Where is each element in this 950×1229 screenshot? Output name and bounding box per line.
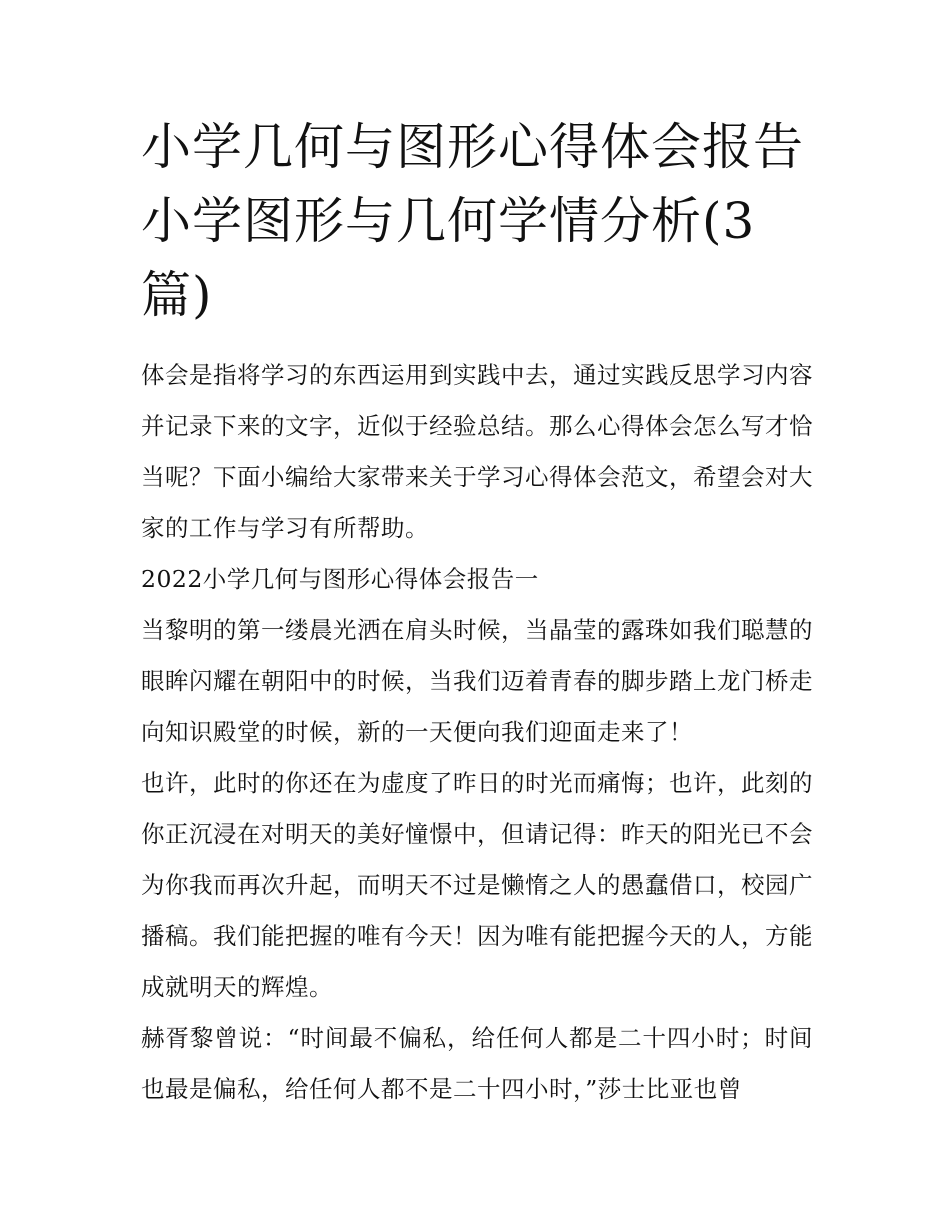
body-paragraph-1: 当黎明的第一缕晨光洒在肩头时候，当晶莹的露珠如我们聪慧的眼眸闪耀在朝阳中的时候，当我们迈着青春的脚步踏上龙门桥走向知识殿堂的时候，新的一天便向我们迎面走来了！ bbox=[141, 616, 813, 746]
document-body bbox=[141, 350, 813, 1115]
document-title: 小学几何与图形心得体会报告小学图形与几何学情分析(3篇) bbox=[141, 118, 804, 324]
body-paragraph-2: 也许，此时的你还在为虚度了昨日的时光而痛悔；也许，此刻的你正沉浸在对明天的美好憧憬中，但请记得：昨天的阳光已不会为你我而再次升起，而明天不过是懒惰之人的愚蠢借口，校园广播稿。我们能把握的唯有今天！因为唯有能把握今天的人，方能成就明天的辉煌。 bbox=[141, 769, 813, 1001]
document-page bbox=[141, 110, 813, 1115]
body-paragraph-3: 赫胥黎曾说：“时间最不偏私，给任何人都是二十四小时；时间也最是偏私，给任何人都不是二十四小时，”莎士比亚也曾 bbox=[141, 1024, 813, 1103]
section-heading: 2022小学几何与图形心得体会报告一 bbox=[141, 565, 539, 593]
intro-paragraph: 体会是指将学习的东西运用到实践中去，通过实践反思学习内容并记录下来的文字，近似于经验总结。那么心得体会怎么写才恰当呢？下面小编给大家带来关于学习心得体会范文，希望会对大家的工作与学习有所帮助。 bbox=[141, 361, 813, 542]
